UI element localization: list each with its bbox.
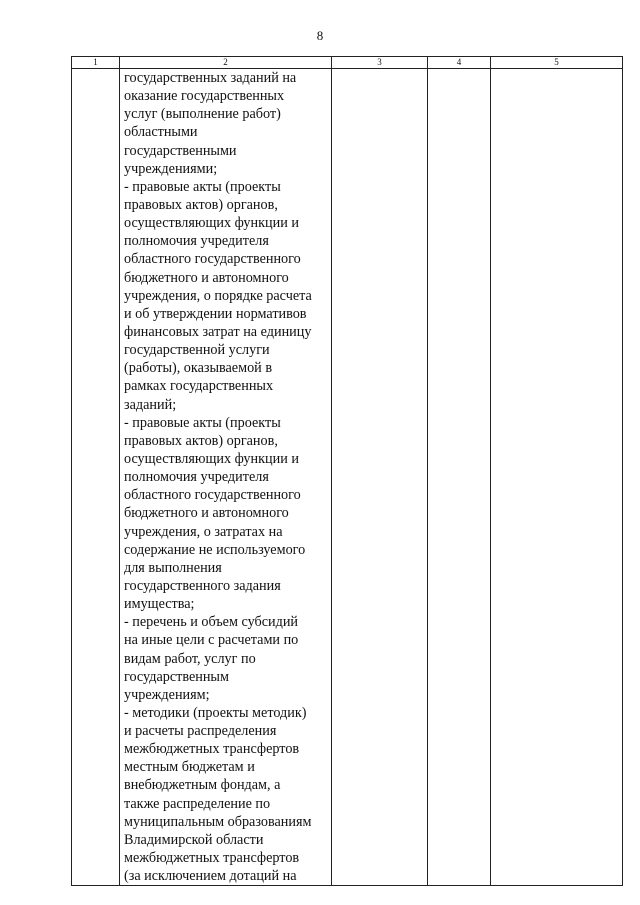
column-2-text xyxy=(124,69,329,885)
column-header-5: 5 xyxy=(491,57,623,69)
text-line: содержание не используемого xyxy=(124,541,306,558)
text-line: учреждения, о порядке расчета xyxy=(124,287,312,304)
text-line: заданий; xyxy=(124,396,177,413)
cell-col-2 xyxy=(120,69,332,886)
column-header-4: 4 xyxy=(428,57,491,69)
text-line: на иные цели с расчетами по xyxy=(124,632,299,649)
text-line: для выполнения xyxy=(124,559,222,576)
text-line: - правовые акты (проекты xyxy=(124,178,281,195)
text-line: и об утверждении нормативов xyxy=(124,305,307,322)
text-line: оказание государственных xyxy=(124,88,285,105)
text-line: осуществляющих функции и xyxy=(124,215,299,232)
text-line: местным бюджетам и xyxy=(124,759,255,776)
text-line: финансовых затрат на единицу xyxy=(124,323,312,340)
text-line: государственного задания xyxy=(124,577,281,594)
column-number-row xyxy=(72,57,623,69)
text-line: - правовые акты (проекты xyxy=(124,414,281,431)
text-line: также распределение по xyxy=(124,795,271,812)
text-line: видам работ, услуг по xyxy=(124,650,256,667)
cell-col-4 xyxy=(428,69,491,886)
column-header-1: 1 xyxy=(72,57,120,69)
text-line: учреждениями; xyxy=(124,160,218,177)
text-line: государственной услуги xyxy=(124,342,270,359)
text-line: государственным xyxy=(124,668,229,685)
text-line: (работы), оказываемой в xyxy=(124,360,273,377)
text-line: услуг (выполнение работ) xyxy=(124,106,281,123)
text-line: внебюджетным фондам, а xyxy=(124,777,281,794)
text-line: бюджетного и автономного xyxy=(124,505,289,522)
table-row xyxy=(72,69,623,886)
text-line: межбюджетных трансфертов xyxy=(124,741,300,758)
text-line: (за исключением дотаций на xyxy=(124,868,297,885)
text-line: - методики (проекты методик) xyxy=(124,704,307,721)
page-number: 8 xyxy=(316,28,324,43)
text-line: областного государственного xyxy=(124,251,301,268)
text-line: осуществляющих функции и xyxy=(124,450,299,467)
text-line: бюджетного и автономного xyxy=(124,269,289,286)
text-line: правовых актов) органов, xyxy=(124,432,278,449)
text-line: и расчеты распределения xyxy=(124,723,277,740)
text-line: учреждения, о затратах на xyxy=(124,523,283,540)
text-line: областными xyxy=(124,124,198,141)
text-line: - перечень и объем субсидий xyxy=(124,614,299,631)
text-line: областного государственного xyxy=(124,487,301,504)
text-line: имущества; xyxy=(124,596,195,613)
text-line: межбюджетных трансфертов xyxy=(124,850,300,867)
cell-col-3 xyxy=(332,69,428,886)
text-line: муниципальным образованиям xyxy=(124,813,312,830)
cell-col-5 xyxy=(491,69,623,886)
column-header-2: 2 xyxy=(120,57,332,69)
cell-col-1 xyxy=(72,69,120,886)
document-table xyxy=(71,56,623,886)
text-line: полномочия учредителя xyxy=(124,233,269,250)
text-line: государственными xyxy=(124,142,237,159)
text-line: рамках государственных xyxy=(124,378,274,395)
text-line: правовых актов) органов, xyxy=(124,196,278,213)
text-line: полномочия учредителя xyxy=(124,469,269,486)
text-line: Владимирской области xyxy=(124,831,264,848)
text-line: государственных заданий на xyxy=(124,70,297,86)
column-header-3: 3 xyxy=(332,57,428,69)
text-line: учреждениям; xyxy=(124,686,210,703)
